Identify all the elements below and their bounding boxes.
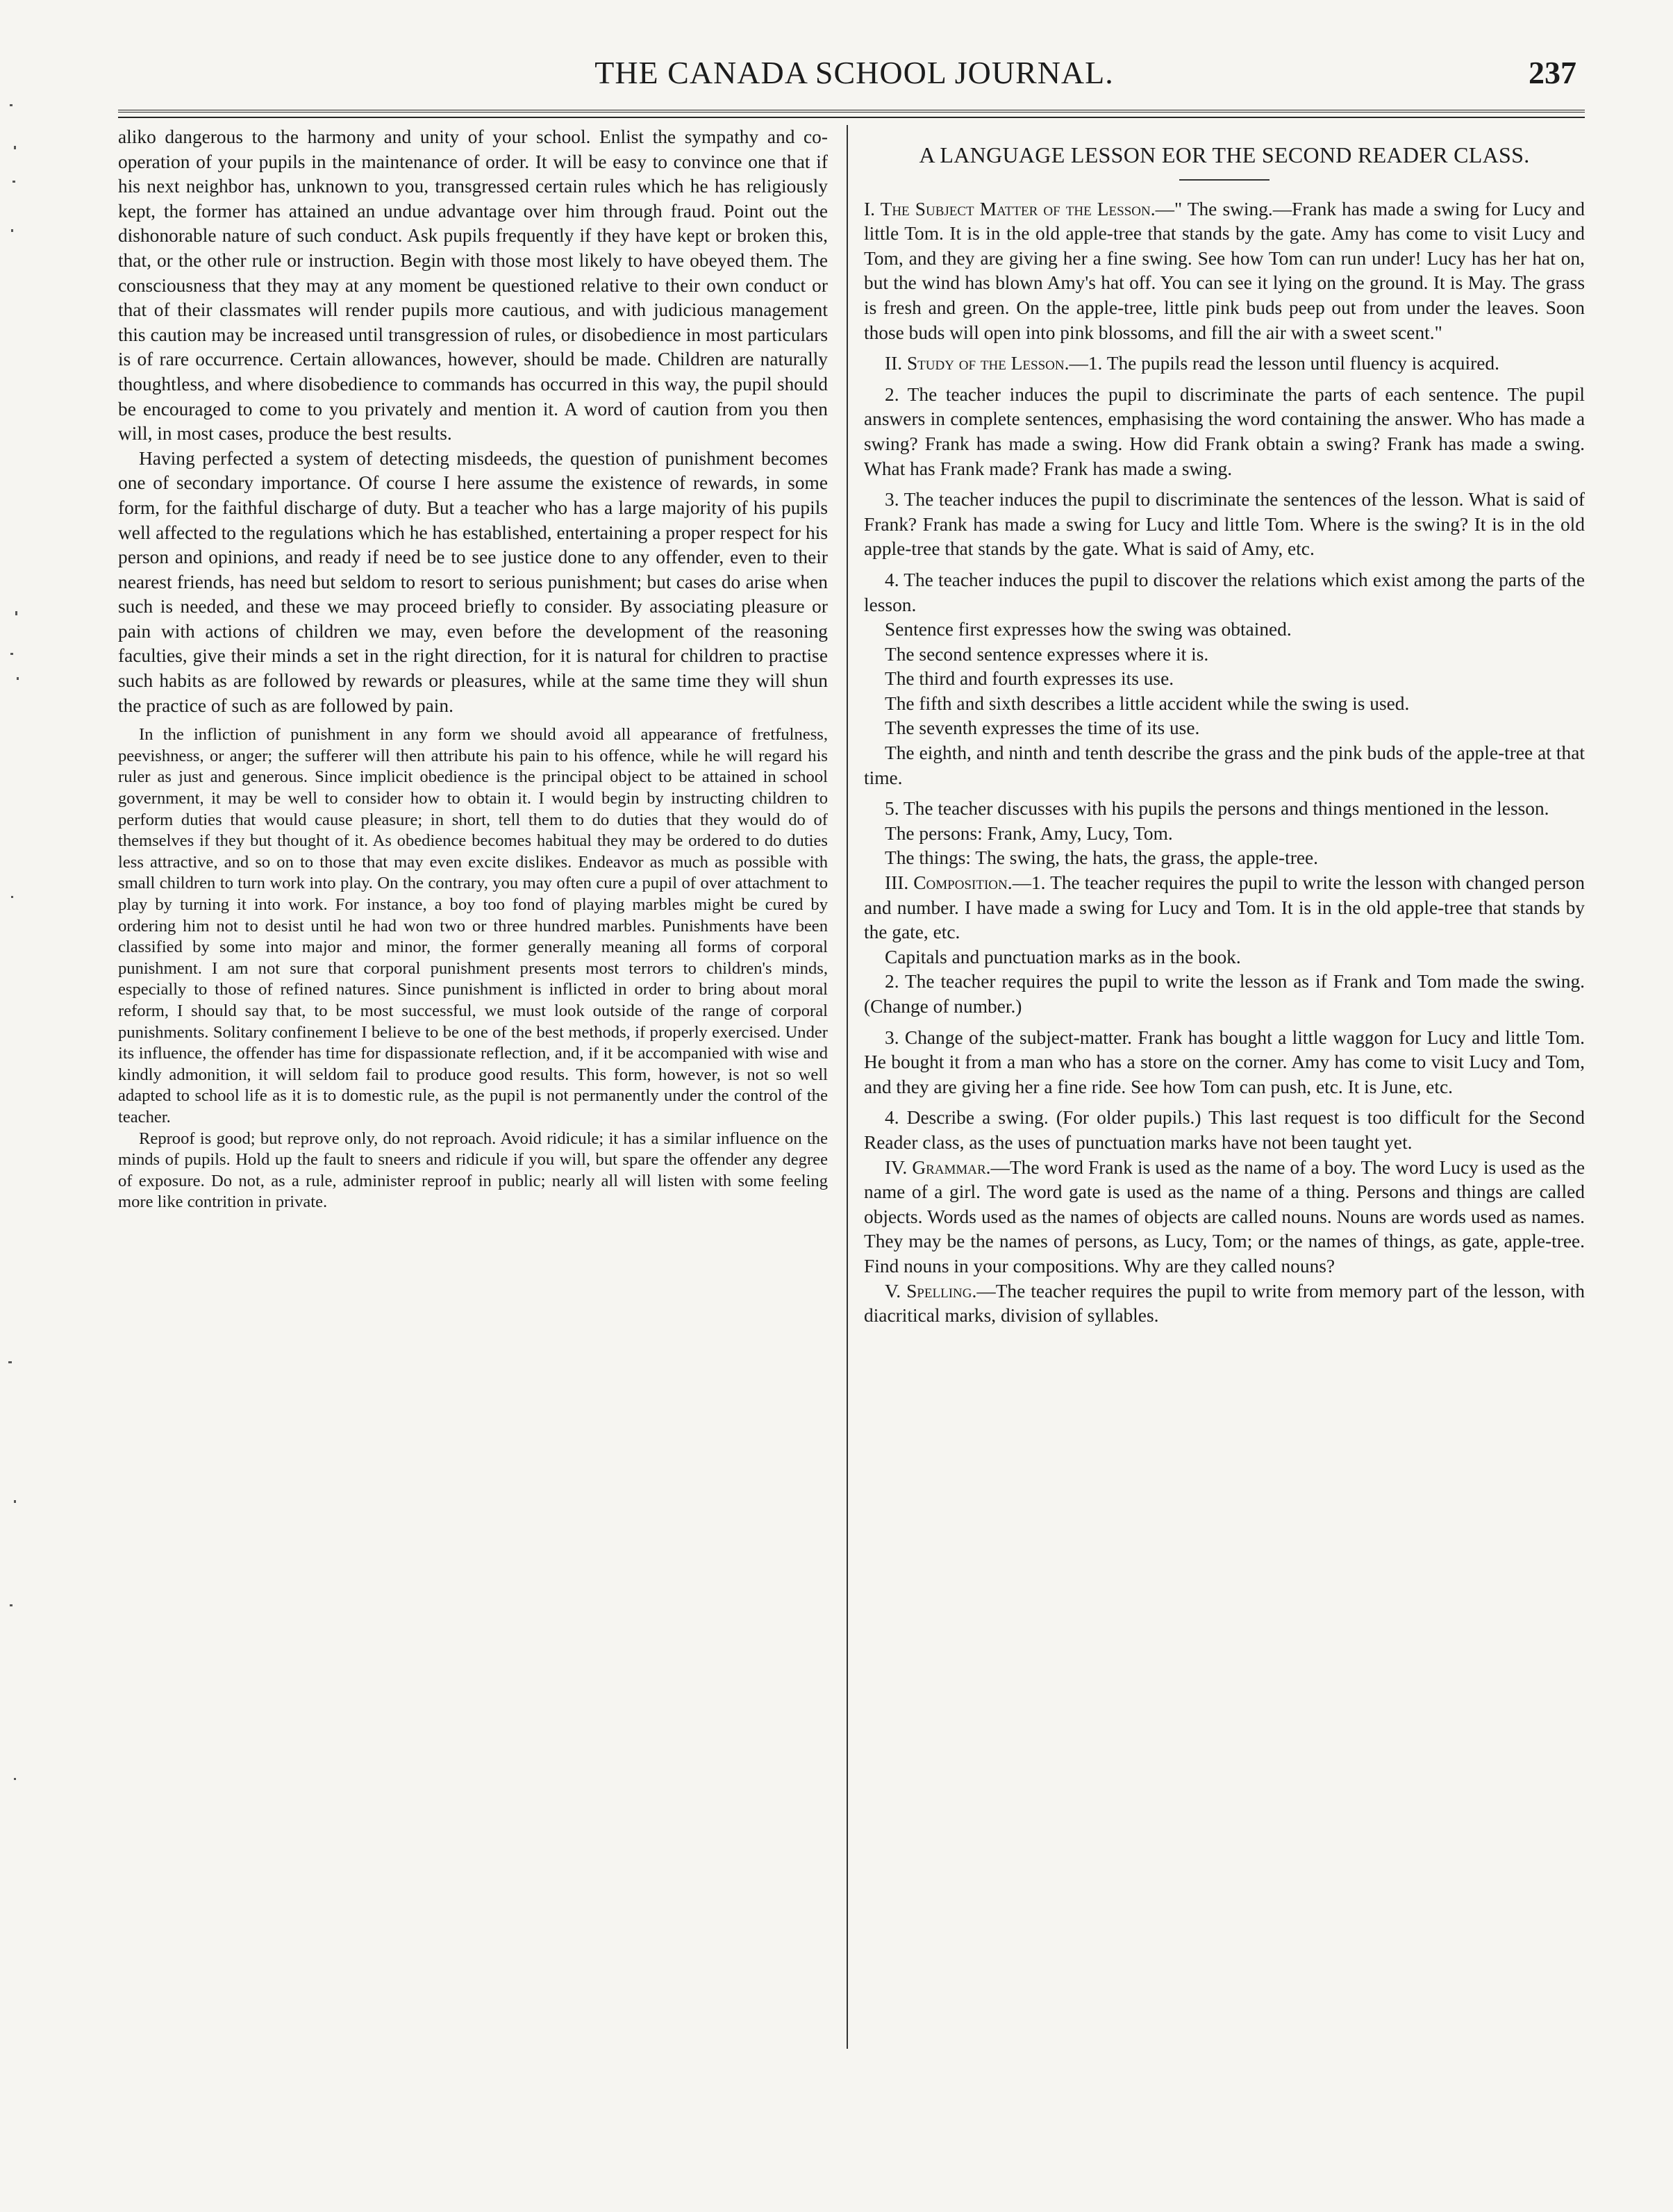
section-4-text: —The word Frank is used as the name of a boy. The word Lucy is used as the name of a girl. The word gate is used as the name of a thing. Persons and things are called objects. Words used as the names of objects are called nouns. Nouns are words used as names. They may be the names of persons, as Lucy, Tom; or the names of things, as gate, apple-tree. Find nouns in your compositions. Why are they called nouns?: [864, 1156, 1585, 1277]
left-paragraph-1: aliko dangerous to the harmony and unity of your school. Enlist the sympathy and co-operation of your pupils in the maintenance of order. It will be easy to convince one that if his next neighbor has, unknown to you, transgressed certain rules which he has religiously kept, the former has attained an undue advantage over him through fraud. Point out the dishonorable nature of such conduct. Ask pupils frequently if they have kept or broken this, that, or the other rule or instruction. Begin with those most likely to have obeyed them. The consciousness that they may at any moment be questioned relative to their own conduct or that of their classmates will render pupils more cautious, and with judicious management this caution may be increased until transgression of rules, or disobedience in most particulars is of rare occurrence. Certain allowances, however, should be made. Children are naturally thoughtless, and where disobedience to commands has occurred in this way, the pupil should be encouraged to come to you privately and mention it. A word of caution from you then will, in most cases, produce the best results.: [118, 126, 828, 444]
running-head: [118, 54, 1590, 103]
section-4-label: IV. Grammar.: [885, 1156, 991, 1178]
section-3-note: Capitals and punctuation marks as in the book.: [885, 946, 1241, 967]
section-5: [864, 1279, 1585, 1329]
relation-line-5: The seventh expresses the time of its use.: [885, 717, 1200, 739]
things-line: The things: The swing, the hats, the grass, the apple-tree.: [885, 847, 1318, 869]
section-3-item-4: 4. Describe a swing. (For older pupils.) This last request is too difficult for the Second Reader class, as the uses of punctuation marks have not been taught yet.: [864, 1107, 1585, 1153]
section-4: [864, 1156, 1585, 1279]
left-column: [118, 125, 828, 1213]
relation-line-1: Sentence first expresses how the swing was obtained.: [885, 619, 1292, 640]
section-2-label: II. Study of the Lesson.: [885, 353, 1069, 374]
page-number: 237: [1529, 55, 1576, 90]
journal-title: THE CANADA SCHOOL JOURNAL.: [594, 55, 1114, 90]
relation-line-6: The eighth, and ninth and tenth describe the grass and the pink buds of the apple-tree at that time.: [864, 742, 1585, 788]
margin-specks: [0, 0, 42, 2212]
section-1: [864, 197, 1585, 346]
left-paragraph-3: In the infliction of punishment in any form we should avoid all appearance of fretfulness, peevishness, or anger; the sufferer will then attribute his pain to his offence, while he will regard his ruler as just and generous. Since implicit obedience is the principal object to be attained in school government, it may be well to consider how to obtain it. I would begin by instructing children to perform duties that would cause pleasure; in short, tell them to do duties that they would do of themselves if they but thought of it. As obedience becomes habitual they may be ordered to do duties less attractive, and so on to those that may even excite dislikes. Endeavor as much as possible with small children to turn work into play. On the contrary, you may often cure a pupil of over attachment to play by turning it into work. For instance, a boy too fond of playing marbles might be cured by ordering him not to desist until he had won two or three hundred marbles. Punishments have been classified by some into major and minor, the former generally meaning all forms of corporal punishment. I am not sure that corporal punishment presents most terrors to children's minds, especially to those of refined natures. Since punishment is inflicted in order to bring about moral reform, I should say that, to be most successful, we must look outside of the range of corporal punishments. Solitary confinement I believe to be one of the best methods, if properly exercised. Under its influence, the offender has time for dispassionate reflection, and, if it be accompanied with wise and kindly admonition, it will seldom fail to produce good results. This form, however, is not so well adapted to school life as it is to domestic rule, as the pupil is not permanently under the control of the teacher.: [118, 725, 828, 1126]
section-1-label: I. The Subject Matter of the Lesson.: [864, 198, 1156, 219]
relation-line-3: The third and fourth expresses its use.: [885, 668, 1174, 690]
relation-line-4: The fifth and sixth describes a little accident while the swing is used.: [885, 692, 1410, 714]
section-3: [864, 871, 1585, 945]
section-3-item-2: 2. The teacher requires the pupil to write the lesson as if Frank and Tom made the swing. (Change of number.): [864, 971, 1585, 1017]
section-5-label: V. Spelling.: [885, 1280, 977, 1302]
section-2-item-3: 3. The teacher induces the pupil to discriminate the sentences of the lesson. What is said of Frank? Frank has made a swing for Lucy and little Tom. Where is the swing? It is in the old apple-tree that stands by the gate. What is said of Amy, etc.: [864, 489, 1585, 560]
section-3-text: —1. The teacher requires the pupil to write the lesson with changed person and number. I have made a swing for Lucy and Tom. It is in the old apple-tree that stands by the gate, etc.: [864, 872, 1585, 943]
section-2-item-2: 2. The teacher induces the pupil to discriminate the parts of each sentence. The pupil answers in complete sentences, emphasising the word containing the answer. Who has made a swing? Frank has made a swing. How did Frank obtain a swing? Frank has made a swing. What has Frank made? Frank has made a swing.: [864, 383, 1585, 479]
section-3-label: III. Composition.: [885, 872, 1013, 894]
section-2-text: —1. The pupils read the lesson until fluency is acquired.: [1069, 353, 1499, 374]
relation-line-2: The second sentence expresses where it is.: [885, 643, 1209, 665]
header-rule: [118, 110, 1585, 118]
right-column: [864, 125, 1585, 1329]
section-2: [864, 351, 1585, 376]
title-rule: [1179, 179, 1270, 181]
article-title: A LANGUAGE LESSON EOR THE SECOND READER CLASS.: [919, 142, 1530, 167]
section-2-item-5: 5. The teacher discusses with his pupils the persons and things mentioned in the lesson.: [885, 798, 1549, 820]
left-paragraph-2: Having perfected a system of detecting misdeeds, the question of punishment becomes one of secondary importance. Of course I here assume the existence of rewards, in some form, for the faithful discharge of duty. But a teacher who has a large majority of his pupils well affected to the regulations which he has established, entertaining a proper respect for his person and opinions, and ready if need be to see justice done to any offender, even to their nearest friends, has need but seldom to resort to serious punishment; but cases do arise when such is needed, and these we may proceed briefly to consider. By associating pleasure or pain with actions of children we may, even before the development of the reasoning faculties, give their minds a set in the right direction, for it is natural for children to practise such habits as are followed by rewards or pleasures, while at the same time they will shun the practice of such as are followed by pain.: [118, 447, 828, 716]
section-2-item-4: 4. The teacher induces the pupil to discover the relations which exist among the parts of the lesson.: [864, 569, 1585, 615]
column-divider: [847, 125, 848, 2049]
section-1-text: —" The swing.—Frank has made a swing for Lucy and little Tom. It is in the old apple-tree that stands by the gate. Amy has come to visit Lucy and Tom, and they are giving her a fine swing. See how Tom can run under! Lucy has her hat on, but the wind has blown Amy's hat off. You can see it lying on the ground. It is May. The grass is fresh and green. On the apple-tree, little pink buds peep out from under the leaves. Soon those buds will open into pink blossoms, and fill the air with a sweet scent.": [864, 198, 1585, 343]
persons-line: The persons: Frank, Amy, Lucy, Tom.: [885, 822, 1173, 844]
left-paragraph-4: Reproof is good; but reprove only, do not reproach. Avoid ridicule; it has a similar influence on the minds of pupils. Hold up the fault to sneers and ridicule if you will, but spare the offender any degree of exposure. Do not, as a rule, administer reproof in public; nearly all will listen with some feeling more like contrition in private.: [118, 1129, 828, 1212]
section-3-item-3: 3. Change of the subject-matter. Frank has bought a little waggon for Lucy and little Tom. He bought it from a man who has a store on the corner. Amy has come to visit Lucy and Tom, and they are giving her a fine ride. See how Tom can push, etc. It is June, etc.: [864, 1026, 1585, 1097]
section-5-text: —The teacher requires the pupil to write from memory part of the lesson, with diacritical marks, division of syllables.: [864, 1280, 1585, 1327]
